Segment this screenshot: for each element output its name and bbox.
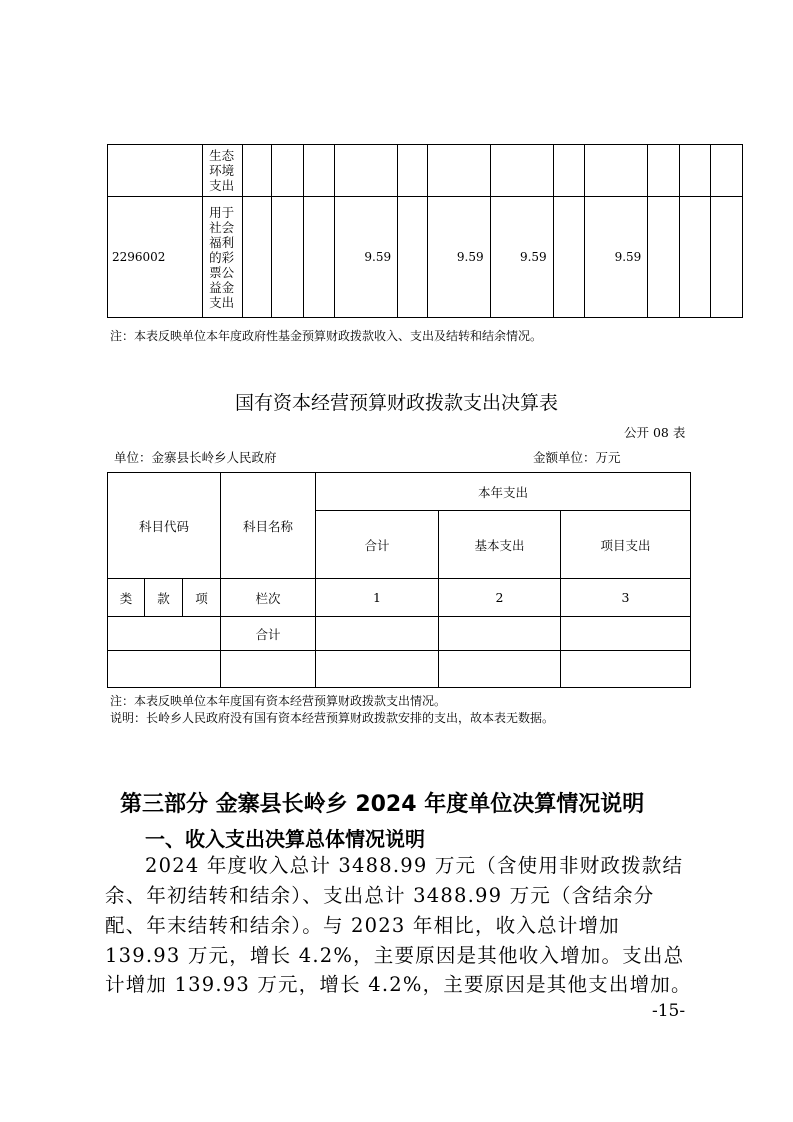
- header-this-year: 本年支出: [316, 473, 691, 511]
- form-number: 公开 08 表: [624, 425, 686, 440]
- paragraph-line: 2024 年度收入总计 3488.99 万元（含使用非财政拨款结: [145, 854, 684, 877]
- cell: [242, 197, 271, 318]
- page-number: -15-: [652, 1001, 686, 1021]
- table-row: [108, 145, 743, 197]
- header-xiang: 项: [183, 579, 221, 617]
- row-name: 生态环境支出: [202, 145, 242, 197]
- col-3: 3: [561, 579, 691, 617]
- header-basic: 基本支出: [439, 511, 561, 579]
- col-2: 2: [439, 579, 561, 617]
- cell: [398, 197, 427, 318]
- cell: [335, 145, 398, 197]
- row-code: 2296002: [108, 197, 203, 318]
- cell: [108, 617, 221, 651]
- table2-note: 注：本表反映单位本年度国有资本经营预算财政拨款支出情况。: [110, 694, 447, 708]
- cell: [303, 145, 335, 197]
- cell: [427, 145, 490, 197]
- cell: [439, 651, 561, 688]
- cell: [439, 617, 561, 651]
- table-row: [108, 651, 691, 688]
- header-total: 合计: [316, 511, 439, 579]
- table2-explanation: 说明：长岭乡人民政府没有国有资本经营预算财政拨款安排的支出，故本表无数据。: [110, 711, 555, 725]
- cell: 9.59: [490, 197, 553, 318]
- part-title: 第三部分 金寨县长岭乡 2024 年度单位决算情况说明: [120, 792, 645, 817]
- cell: [108, 651, 221, 688]
- paragraph-line: 计增加 139.93 万元，增长 4.2%，主要原因是其他支出增加。: [105, 973, 692, 996]
- cell: [271, 145, 303, 197]
- sum-row: [108, 617, 691, 651]
- header-name: 科目名称: [221, 473, 316, 579]
- cell: [679, 145, 711, 197]
- cell: [490, 145, 553, 197]
- fund-budget-table: [107, 144, 743, 318]
- cell: [303, 197, 335, 318]
- cell: [271, 197, 303, 318]
- cell: 9.59: [585, 197, 648, 318]
- col-1: 1: [316, 579, 439, 617]
- sum-label: 合计: [221, 617, 316, 651]
- paragraph-line: 139.93 万元，增长 4.2%，主要原因是其他收入增加。支出总: [105, 944, 685, 967]
- cell: [585, 145, 648, 197]
- cell: [316, 651, 439, 688]
- cell: [561, 651, 691, 688]
- cell: [221, 651, 316, 688]
- unit-label: 单位：金寨县长岭乡人民政府: [114, 450, 277, 465]
- sub-title: 一、收入支出决算总体情况说明: [145, 827, 425, 851]
- cell: [553, 197, 585, 318]
- cell: [711, 197, 743, 318]
- table-row: [108, 197, 743, 318]
- state-capital-table: [107, 472, 691, 688]
- cell: [648, 197, 680, 318]
- header-row-no: 栏次: [221, 579, 316, 617]
- header-project: 项目支出: [561, 511, 691, 579]
- cell: [679, 197, 711, 318]
- row-code: [108, 145, 203, 197]
- cell: [242, 145, 271, 197]
- cell: [316, 617, 439, 651]
- cell: [648, 145, 680, 197]
- header-row: [108, 473, 691, 511]
- cell: [398, 145, 427, 197]
- cell: [711, 145, 743, 197]
- row-name: 用于社会福利的彩票公益金支出: [202, 197, 242, 318]
- table2-title: 国有资本经营预算财政拨款支出决算表: [234, 392, 558, 414]
- money-unit-label: 金额单位：万元: [533, 450, 621, 465]
- cell: [553, 145, 585, 197]
- header-lei: 类: [108, 579, 145, 617]
- cell: 9.59: [427, 197, 490, 318]
- cell: [561, 617, 691, 651]
- paragraph-line: 配、年末结转和结余）。与 2023 年相比，收入总计增加: [105, 914, 620, 937]
- paragraph-line: 余、年初结转和结余）、支出总计 3488.99 万元（含结余分: [105, 884, 655, 907]
- index-row: [108, 579, 691, 617]
- table1-note: 注：本表反映单位本年度政府性基金预算财政拨款收入、支出及结转和结余情况。: [110, 329, 543, 343]
- header-code: 科目代码: [108, 473, 221, 579]
- cell: 9.59: [335, 197, 398, 318]
- header-kuan: 款: [145, 579, 183, 617]
